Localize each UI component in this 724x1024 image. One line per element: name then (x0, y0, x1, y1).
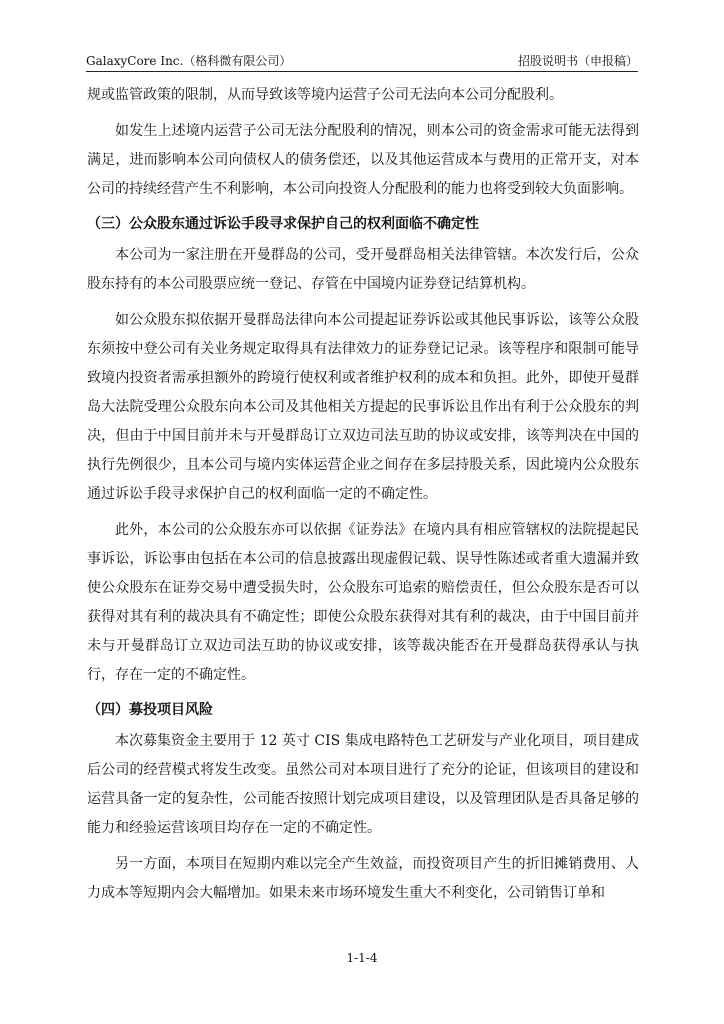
paragraph-securities-law: 此外，本公司的公众股东亦可以依据《证券法》在境内具有相应管辖权的法院提起民事诉讼，诉讼事由包括在本公司的信息披露出现虚假记载、误导性陈述或者重大遗漏并致使公众股东在证券交易中遭受损失时，公众股东可追索的赔偿责任，但公众股东是否可以获得对其有利的裁决具有不确定性；即使公众股东获得对其有利的裁决，由于中国目前并未与开曼群岛订立双边司法互助的协议或安排，该等裁决能否在开曼群岛获得承认与执行，存在一定的不确定性。 (87, 522, 639, 683)
document-body (87, 81, 639, 908)
section-heading-project-risk: （四）募投项目风险 (87, 702, 213, 718)
section-heading-litigation: （三）公众股东通过诉讼手段寻求保护自己的权利面临不确定性 (87, 216, 479, 232)
paragraph-cayman-registration: 本公司为一家注册在开曼群岛的公司，受开曼群岛相关法律管辖。本次发行后，公众股东持有的本公司股票应统一登记、存管在中国境内证券登记结算机构。 (87, 247, 639, 292)
header-document-title: 招股说明书（申报稿） (517, 54, 638, 68)
paragraph-dividend-impact: 如发生上述境内运营子公司无法分配股利的情况，则本公司的资金需求可能无法得到满足，进而影响本公司向债权人的债务偿还，以及其他运营成本与费用的正常开支，对本公司的持续经营产生不利影响，本公司向投资人分配股利的能力也将受到较大负面影响。 (87, 123, 639, 197)
header-company-name: GalaxyCore Inc.（格科微有限公司） (86, 54, 292, 68)
paragraph-continuation: 规或监管政策的限制，从而导致该等境内运营子公司无法向本公司分配股利。 (87, 87, 563, 103)
header-divider (86, 71, 638, 72)
page-number: 1-1-4 (346, 951, 378, 965)
paragraph-project-cost: 另一方面，本项目在短期内难以完全产生效益，而投资项目产生的折旧摊销费用、人力成本等短期内会大幅增加。如果未来市场环境发生重大不利变化，公司销售订单和 (87, 856, 639, 901)
page-header (86, 52, 638, 70)
paragraph-litigation-procedure: 如公众股东拟依据开曼群岛法律向本公司提起证券诉讼或其他民事诉讼，该等公众股东须按中登公司有关业务规定取得具有法律效力的证券登记记录。该等程序和限制可能导致境内投资者需承担额外的跨境行使权利或者维护权利的成本和负担。此外，即使开曼群岛大法院受理公众股东向本公司及其他相关方提起的民事诉讼且作出有利于公众股东的判决，但由于中国目前并未与开曼群岛订立双边司法互助的协议或安排，该等判决在中国的执行先例很少，且本公司与境内实体运营企业之间存在多层持股关系，因此境内公众股东通过诉讼手段寻求保护自己的权利面临一定的不确定性。 (87, 312, 639, 502)
paragraph-project-operation: 本次募集资金主要用于 12 英寸 CIS 集成电路特色工艺研发与产业化项目，项目建成后公司的经营模式将发生改变。虽然公司对本项目进行了充分的论证，但该项目的建设和运营具备一定的复杂性，公司能否按照计划完成项目建设，以及管理团队是否具备足够的能力和经验运营该项目均存在一定的不确定性。 (87, 733, 639, 836)
